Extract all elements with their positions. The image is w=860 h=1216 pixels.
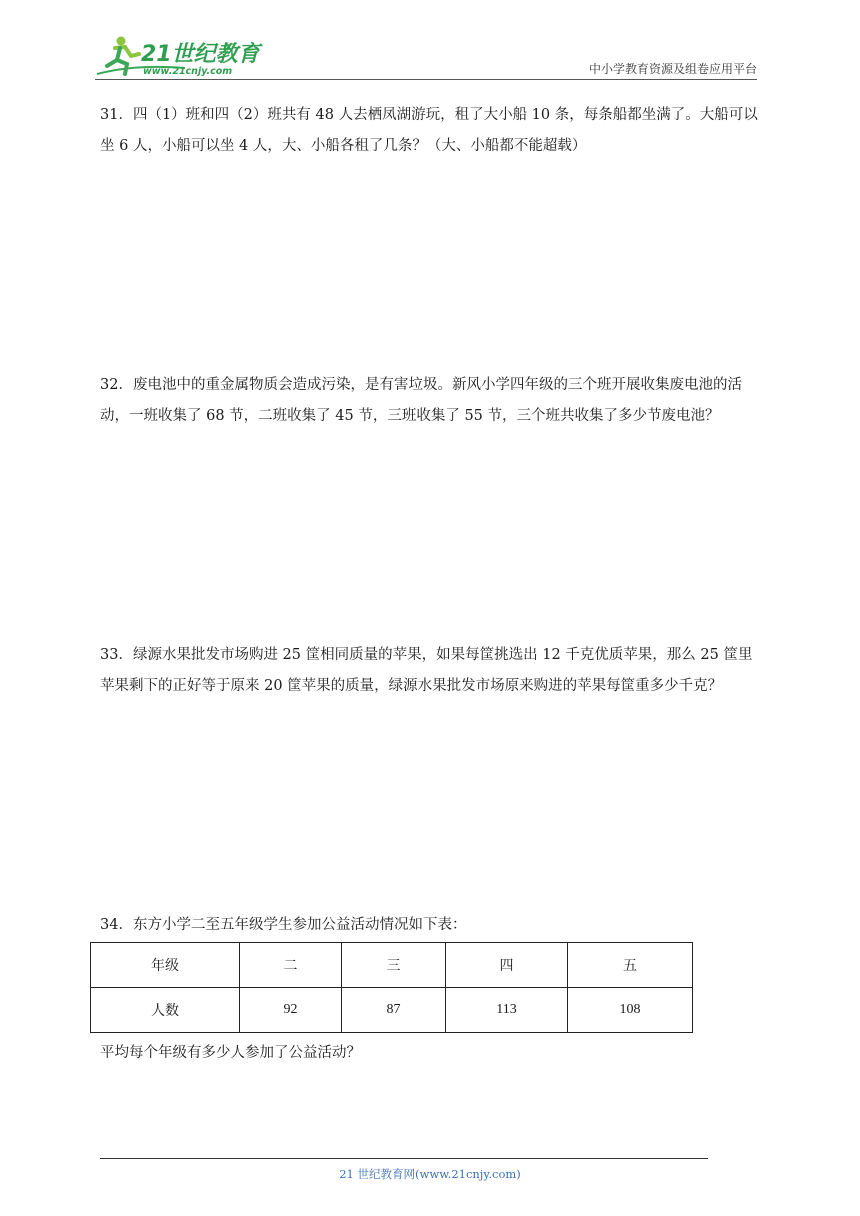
question-32 [100, 370, 765, 432]
svg-text:www.21cnjy.com: www.21cnjy.com [143, 66, 233, 77]
table-cell: 人数 [91, 988, 240, 1033]
table-header-row [91, 943, 693, 988]
question-number: 32． [100, 377, 133, 393]
platform-tagline: 中小学教育资源及组卷应用平台 [588, 62, 757, 76]
table-cell: 四 [446, 943, 568, 988]
footer-rule [100, 1158, 708, 1159]
table-row [91, 988, 693, 1033]
table-cell: 92 [240, 988, 342, 1033]
question-33 [100, 640, 765, 702]
table-cell: 108 [568, 988, 693, 1033]
table-cell: 年级 [91, 943, 240, 988]
table-cell: 五 [568, 943, 693, 988]
activity-table [90, 942, 693, 1033]
question-34 [100, 910, 765, 941]
logo-21cnjy [95, 34, 265, 78]
question-text: 四（1）班和四（2）班共有 48 人去栖凤湖游玩，租了大小船 10 条，每条船都坐满了。大船可以坐 6 人，小船可以坐 4 人，大、小船各租了几条？（大、小船都不能超载） [100, 107, 758, 154]
table-cell: 87 [342, 988, 446, 1033]
table-cell: 二 [240, 943, 342, 988]
question-34-followup: 平均每个年级有多少人参加了公益活动？ [100, 1045, 361, 1061]
table-cell: 三 [342, 943, 446, 988]
footer-text[interactable]: 21 世纪教育网(www.21cnjy.com) [339, 1167, 521, 1181]
question-number: 34． [100, 917, 133, 933]
question-text: 绿源水果批发市场购进 25 筐相同质量的苹果，如果每筐挑选出 12 千克优质苹果，那么 25 筐里苹果剩下的正好等于原来 20 筐苹果的质量，绿源水果批发市场原来购进的苹果每筐重多少千克？ [100, 647, 753, 694]
header-rule [95, 79, 757, 80]
svg-text:21世纪教育: 21世纪教育 [141, 42, 260, 67]
question-31 [100, 100, 765, 162]
question-number: 31． [100, 107, 133, 123]
table-cell: 113 [446, 988, 568, 1033]
question-text: 东方小学二至五年级学生参加公益活动情况如下表： [132, 917, 467, 933]
question-text: 废电池中的重金属物质会造成污染，是有害垃圾。新风小学四年级的三个班开展收集废电池的活动，一班收集了 68 节，二班收集了 45 节，三班收集了 55 节，三个班共收集了多少节废电池？ [100, 377, 742, 424]
question-number: 33． [100, 647, 133, 663]
page-header [95, 32, 757, 80]
